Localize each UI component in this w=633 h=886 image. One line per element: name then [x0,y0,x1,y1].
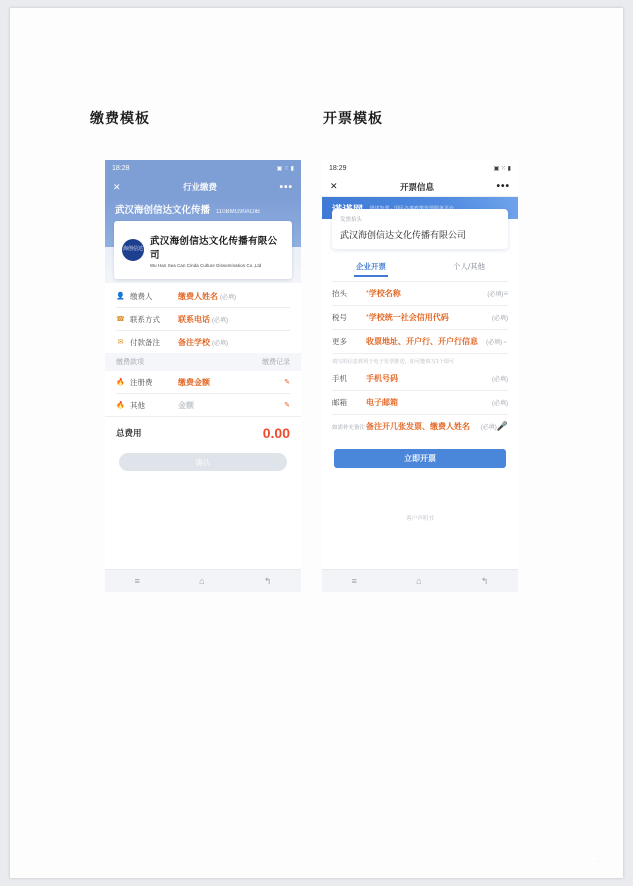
invoice-value-title[interactable]: 学校名称 [368,288,401,298]
form-required-remark: (必填) [212,340,228,347]
form-value-remark[interactable]: 备注学校 [178,337,210,347]
hero-company-name: 武汉海创信达文化传播 [115,205,211,216]
page-title-left: 缴费模板 [90,110,150,126]
person-icon: 👤 [116,293,125,300]
fee-label-other: 其他 [130,400,145,410]
invoice-tabs [322,256,518,281]
invoice-required-email: (必填) [492,400,508,407]
fee-row-other[interactable] [105,394,301,416]
chevron-down-icon[interactable]: ⌄ [502,338,508,345]
list-icon[interactable]: ≡ [503,288,508,298]
signal-icon: ▣ ⁙ ▮ [276,166,294,172]
navbar-title-right: 开票信息 [400,181,435,192]
home-icon[interactable]: ⌂ [416,576,422,586]
page-title-right: 开票模板 [323,110,383,126]
form-value-payer[interactable]: 缴费人姓名 [178,291,218,301]
tab-personal-invoice-label: 个人/其他 [452,262,486,271]
payment-form [105,283,301,471]
invoice-label-more: 更多 [332,336,347,346]
tab-company-invoice[interactable] [322,256,420,281]
license-text [150,233,284,268]
invoice-required-title: (必填) [487,291,504,298]
confirm-pay-button[interactable]: 确认 [119,453,287,471]
invoice-value-remark[interactable]: 备注开几张发票、缴费人姓名 [366,422,470,431]
license-name-cn: 武汉海创信达文化传播有限公司 [150,235,278,261]
back-icon[interactable]: ↰ [263,575,272,586]
invoice-title-card[interactable] [332,209,508,249]
navbar-title-left: 行业缴费 [183,182,218,192]
invoice-row-remark[interactable] [322,415,518,439]
company-logo-icon: 海创信达 [122,239,144,261]
form-value-contact[interactable]: 联系电话 [178,314,210,324]
android-nav-bar-right [322,569,518,592]
status-time-right: 18:29 [329,165,347,172]
status-icons-right [494,165,511,172]
edit-pencil-icon[interactable]: ✎ [284,402,290,409]
license-card [114,221,292,279]
fees-subheader [105,353,301,371]
invoice-row-mobile[interactable] [322,367,518,390]
close-icon[interactable]: ✕ [113,181,121,192]
form-label-contact: 联系方式 [130,314,160,324]
form-row-payer[interactable] [105,285,301,307]
required-star-icon: * [366,313,369,321]
invoice-value-email[interactable]: 电子邮箱 [366,397,398,407]
flame-icon: 🔥 [116,379,125,386]
tab-personal-invoice[interactable] [420,256,518,281]
invoice-required-remark: (必填) [480,425,497,431]
tab-active-underline [354,275,388,277]
more-icon[interactable]: ••• [279,181,293,193]
fee-value-other[interactable]: 金额 [178,400,194,410]
invoice-row-email[interactable] [322,391,518,414]
form-label-payer: 缴费人 [130,291,153,301]
form-row-remark[interactable] [105,331,301,353]
signal-icon: ▣ ⁙ ▮ [493,166,511,172]
navbar-left [105,177,301,197]
invoice-label-taxid: 税号 [332,312,347,322]
issue-invoice-button[interactable]: 立即开票 [334,449,506,468]
invoice-hint-text: 填写的信息将用于电子发票推送，如可能填写1个即可 [332,358,455,365]
microphone-icon[interactable]: 🎤 [496,421,508,431]
invoice-value-more[interactable]: 收票地址、开户行、开户行信息 [366,336,478,346]
invoice-label-mobile: 手机 [332,373,347,383]
fee-value-registration[interactable]: 缴费金额 [178,377,210,387]
hero-company-code: 110BMG90AOiB [216,209,260,215]
payment-records-link[interactable]: 缴费记录 [262,359,290,366]
back-icon[interactable]: ↰ [480,575,489,586]
total-row [105,416,301,447]
invoice-value-mobile[interactable]: 手机号码 [366,373,398,383]
flame-icon: 🔥 [116,402,125,409]
form-row-contact[interactable] [105,308,301,330]
total-label: 总费用 [116,428,142,438]
phone-icon: ☎ [116,316,125,323]
status-bar-left [105,160,301,177]
hero-company-row [105,197,301,221]
edit-pencil-icon[interactable]: ✎ [284,379,290,386]
fees-subheader-label: 缴费款项 [116,359,144,366]
scanned-page [10,8,623,878]
more-icon[interactable]: ••• [496,181,510,192]
form-label-remark: 付款备注 [130,337,160,347]
fee-label-registration: 注册费 [130,377,153,387]
page-speck: . [597,857,599,864]
total-amount: 0.00 [262,425,290,441]
fee-row-registration[interactable] [105,371,301,393]
phone-screenshot-payment [105,160,301,592]
invoice-required-taxid: (必填) [492,315,508,322]
navbar-right [322,177,518,197]
invoice-row-taxid[interactable] [322,306,518,329]
close-icon[interactable]: ✕ [330,181,338,191]
status-icons-left [277,165,294,172]
disclaimer-link[interactable]: 客户声明书 [406,515,434,522]
status-bar-right [322,160,518,177]
invoice-row-more[interactable] [322,330,518,353]
menu-icon[interactable]: ≡ [351,576,357,586]
invoice-value-taxid[interactable]: 学校统一社会信用代码 [368,312,449,322]
hero-banner [105,197,301,283]
invoice-row-title[interactable] [322,282,518,305]
note-icon: ✉ [117,339,124,346]
invoice-required-more: (必填) [486,339,503,346]
phone-screenshot-invoice [322,160,518,592]
form-required-payer: (必填) [220,294,236,301]
invoice-title-label: 发票抬头 [340,217,363,223]
license-name-en: Wu Han Sea Can Cinda Culture Dissemination Co.,Ltd [150,262,262,268]
home-icon[interactable]: ⌂ [199,576,205,586]
required-star-icon: * [366,289,369,297]
invoice-label-email: 邮箱 [332,397,347,407]
invoice-label-title: 抬头 [332,288,347,298]
tab-company-invoice-label: 企业开票 [356,262,386,271]
menu-icon[interactable]: ≡ [134,576,140,586]
form-required-contact: (必填) [212,317,228,324]
invoice-title-value[interactable]: 武汉海创信达文化传播有限公司 [340,230,467,240]
android-nav-bar-left [105,569,301,592]
invoice-label-remark: 如需补充备注 [332,424,366,431]
status-time-left: 18:28 [112,165,130,172]
invoice-required-mobile: (必填) [492,376,508,383]
